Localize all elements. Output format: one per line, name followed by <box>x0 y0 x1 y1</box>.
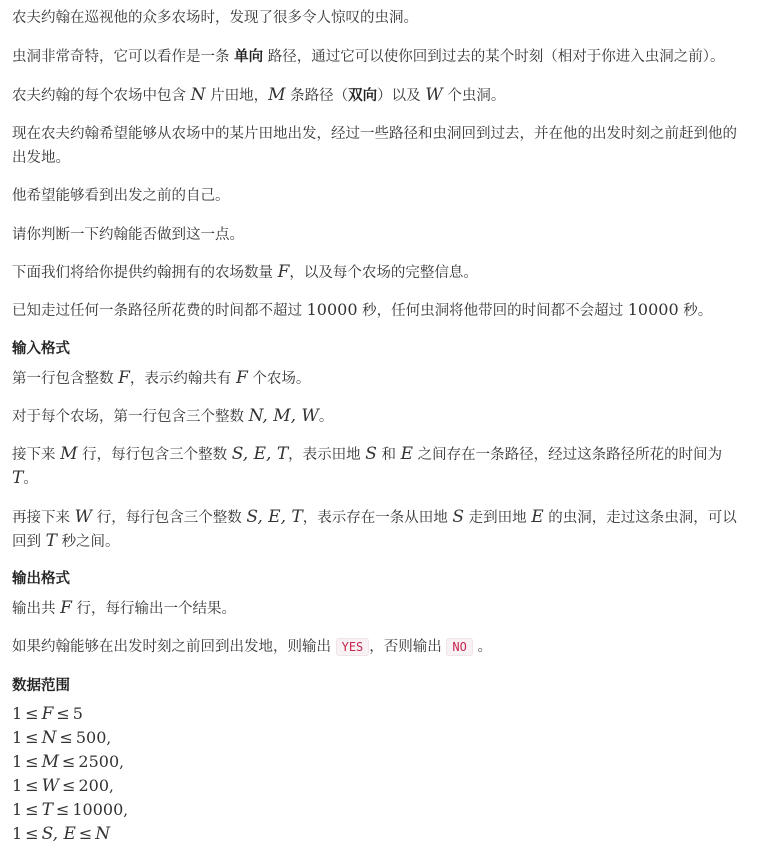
data-range-heading: 数据范围 <box>12 678 70 694</box>
intro-paragraph: 农夫约翰在巡视他的众多农场时，发现了很多令人惊叹的虫洞。 <box>12 10 418 26</box>
goal-paragraph-line1: 现在农夫约翰希望能够从农场中的某片田地出发，经过一些路径和虫洞回到过去，并在他的出发时刻之前赶到他的 <box>12 126 737 142</box>
var-m: M <box>268 85 286 105</box>
vars-set: S, E, T <box>231 444 289 464</box>
var-m: M <box>60 444 78 464</box>
var-w: W <box>425 85 443 105</box>
var-f: F <box>236 368 248 388</box>
vars-nmw: N, M, W <box>248 406 319 426</box>
var-n: N <box>190 85 206 105</box>
no-code: NO <box>446 638 472 656</box>
var-w: W <box>74 507 93 527</box>
input-line-3: 接下来 M 行，每行包含三个整数 S, E, T，表示田地 S 和 E 之间存在一条路径，经过这条路径所花的时间为 <box>12 444 723 464</box>
output-line-2: 如果约翰能够在出发时刻之前回到出发地，则输出 YES ，否则输出 NO 。 <box>12 639 492 655</box>
range-n: 1 ≤ N ≤ 500, <box>12 728 112 748</box>
output-format-heading: 输出格式 <box>12 571 70 587</box>
range-s-e: 1 ≤ S, E ≤ N <box>12 824 111 844</box>
wish-paragraph: 他希望能够看到出发之前的自己。 <box>12 188 230 204</box>
input-line-4-cont: 回到 T 秒之间。 <box>12 531 120 551</box>
range-m: 1 ≤ M ≤ 2500, <box>12 752 124 772</box>
wormhole-description: 虫洞非常奇特，它可以看作是一条 单向 路径，通过它可以使你回到过去的某个时刻（相对于你进入虫洞之前）。 <box>12 49 725 65</box>
range-t: 1 ≤ T ≤ 10000, <box>12 800 129 820</box>
var-t: T <box>45 531 57 551</box>
var-t: T <box>12 468 24 488</box>
var-s: S <box>452 507 464 527</box>
range-w: 1 ≤ W ≤ 200, <box>12 776 114 796</box>
input-line-4: 再接下来 W 行，每行包含三个整数 S, E, T，表示存在一条从田地 S 走到田地 E 的虫洞，走过这条虫洞，可以 <box>12 507 737 527</box>
two-way-emphasis: 双向 <box>348 88 378 104</box>
vars-set: S, E, T <box>246 507 303 527</box>
output-line-1: 输出共 F 行，每行输出一个结果。 <box>12 598 237 618</box>
yes-code: YES <box>336 638 370 656</box>
input-line-1: 第一行包含整数 F，表示约翰共有 F 个农场。 <box>12 368 311 388</box>
var-f: F <box>277 262 290 282</box>
goal-paragraph-line2: 出发地。 <box>12 150 70 166</box>
var-f: F <box>60 598 72 618</box>
farm-contents-paragraph: 农夫约翰的每个农场中包含 N 片田地，M 条路径（双向）以及 W 个虫洞。 <box>12 85 506 105</box>
var-e: E <box>531 507 544 527</box>
number-10000: 10000 <box>306 300 358 319</box>
var-s: S <box>365 444 377 464</box>
one-way-emphasis: 单向 <box>234 49 264 65</box>
range-f: 1 ≤ F ≤ 5 <box>12 704 83 724</box>
input-format-heading: 输入格式 <box>12 341 70 357</box>
var-e: E <box>400 444 414 464</box>
time-limit-paragraph: 已知走过任何一条路径所花费的时间都不超过 10000 秒，任何虫洞将他带回的时间都不会超过 10000 秒。 <box>12 300 713 319</box>
var-f: F <box>118 368 130 388</box>
task-paragraph: 请你判断一下约翰能否做到这一点。 <box>12 227 244 243</box>
input-line-2: 对于每个农场，第一行包含三个整数 N, M, W。 <box>12 406 334 426</box>
input-line-3-cont: T。 <box>12 468 38 488</box>
farm-count-paragraph: 下面我们将给你提供约翰拥有的农场数量 F，以及每个农场的完整信息。 <box>12 262 478 282</box>
number-10000: 10000 <box>627 300 679 319</box>
